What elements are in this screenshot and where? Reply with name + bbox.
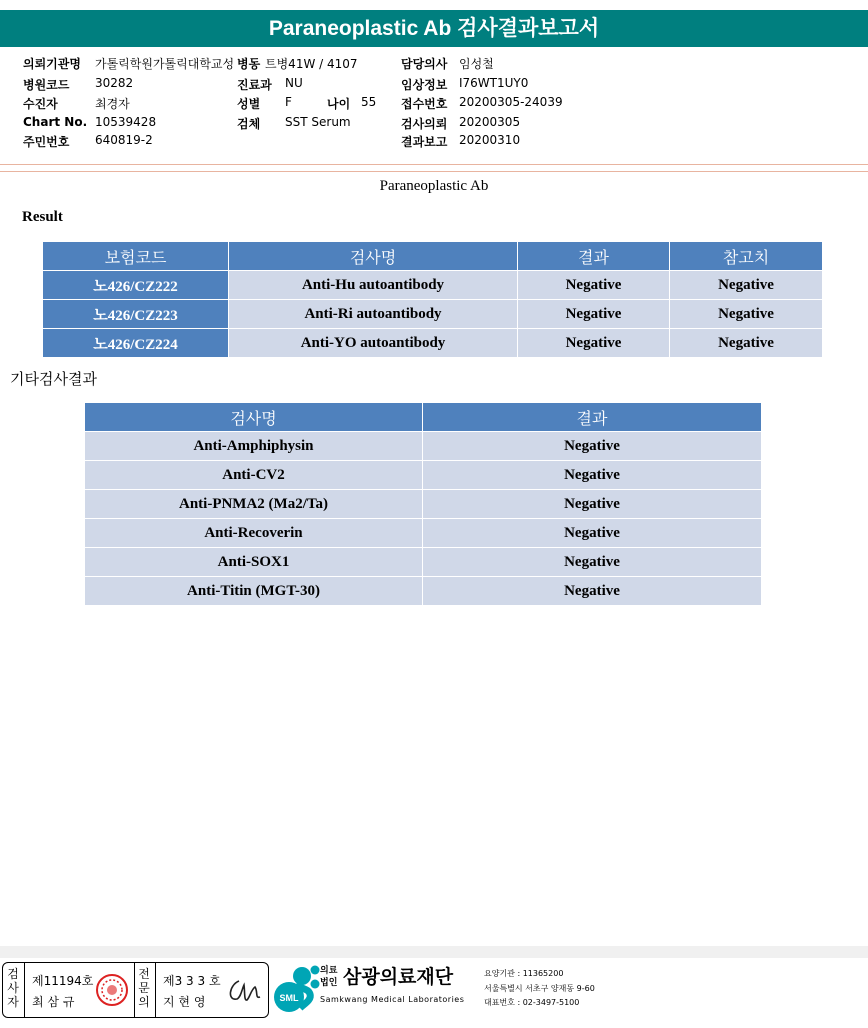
column-header: 검사명 — [229, 242, 518, 271]
test-name-cell: Anti-Hu autoantibody — [229, 271, 518, 300]
tester-license: 제11194호 — [32, 974, 94, 988]
request-value: 20200305 — [459, 115, 521, 129]
result-cell: Negative — [423, 490, 762, 519]
patient-label: 수진자 — [23, 97, 58, 111]
footer-band — [0, 946, 868, 958]
result-cell: Negative — [423, 432, 762, 461]
column-header: 결과 — [423, 403, 762, 432]
divider — [0, 171, 868, 172]
insurance-code-cell: 노426/CZ222 — [43, 271, 229, 300]
specialist-vertical-label: 전 문 의 — [138, 967, 150, 1009]
table-row — [85, 490, 762, 519]
specimen-label: 검체 — [237, 117, 261, 131]
specimen-value: SST Serum — [285, 115, 351, 129]
result-cell: Negative — [518, 329, 670, 358]
divider — [155, 963, 156, 1017]
test-name-cell: Anti-SOX1 — [85, 548, 423, 577]
column-header: 결과 — [518, 242, 670, 271]
corp-label: 의료 법인 — [320, 966, 338, 988]
result-cell: Negative — [518, 300, 670, 329]
result-table — [42, 241, 823, 358]
patient-info — [0, 55, 868, 155]
insurance-code-cell: 노426/CZ224 — [43, 329, 229, 358]
test-name-cell: Anti-Amphiphysin — [85, 432, 423, 461]
dept-label: 진료과 — [237, 78, 272, 92]
result-cell: Negative — [423, 548, 762, 577]
signature-box — [2, 962, 269, 1018]
ward-label: 병동 — [237, 57, 261, 71]
institution-number: 요양기관 : 11365200 — [484, 969, 564, 978]
table-row — [43, 271, 823, 300]
table-row — [85, 461, 762, 490]
logo-text: SML — [279, 993, 299, 1003]
patient-value: 최경자 — [95, 97, 130, 111]
result-heading: Result — [22, 209, 63, 225]
column-header: 참고치 — [670, 242, 823, 271]
sex-value: F — [285, 95, 292, 109]
signature-icon — [225, 975, 263, 1007]
dept-value: NU — [285, 76, 303, 90]
company-name-text: 삼광의료재단 — [343, 966, 454, 988]
divider — [134, 963, 135, 1017]
age-value: 55 — [361, 95, 377, 109]
receipt-value: 20200305-24039 — [459, 95, 563, 109]
section-title: Paraneoplastic Ab — [379, 178, 489, 194]
test-name-cell: Anti-YO autoantibody — [229, 329, 518, 358]
clinical-value: I76WT1UY0 — [459, 76, 529, 90]
table-row — [43, 300, 823, 329]
table-row — [85, 519, 762, 548]
institution-value: 가톨릭학원가톨릭대학교성 — [95, 57, 235, 71]
idnum-label: 주민번호 — [23, 135, 70, 149]
doctor-label: 담당의사 — [401, 57, 448, 71]
institution-label: 의뢰기관명 — [23, 57, 81, 71]
chart-value: 10539428 — [95, 115, 157, 129]
table-row — [85, 432, 762, 461]
seal-stamp-icon — [95, 973, 129, 1007]
report-title: Paraneoplastic Ab 검사결과보고서 — [0, 10, 868, 47]
divider — [24, 963, 25, 1017]
company-english-name: Samkwang Medical Laboratories — [320, 995, 465, 1004]
result-cell: Negative — [423, 577, 762, 606]
age-label: 나이 — [327, 97, 351, 111]
report-value: 20200310 — [459, 133, 521, 147]
specialist-name: 지 현 영 — [163, 995, 206, 1009]
table-row — [85, 548, 762, 577]
column-header: 보험코드 — [43, 242, 229, 271]
reference-cell: Negative — [670, 271, 823, 300]
other-results-table — [84, 402, 762, 606]
test-name-cell: Anti-Titin (MGT-30) — [85, 577, 423, 606]
idnum-value: 640819-2 — [95, 133, 153, 147]
report-label: 결과보고 — [401, 135, 448, 149]
test-name-cell: Anti-CV2 — [85, 461, 423, 490]
test-name-cell: Anti-Ri autoantibody — [229, 300, 518, 329]
insurance-code-cell: 노426/CZ223 — [43, 300, 229, 329]
company-address: 서울특별시 서초구 양재동 9-60 — [484, 984, 595, 993]
table-row — [85, 577, 762, 606]
tester-name: 최 삼 규 — [32, 995, 75, 1009]
result-cell: Negative — [423, 461, 762, 490]
ward-value: 트병41W / 4107 — [265, 57, 358, 71]
specialist-license: 제3 3 3 호 — [163, 974, 221, 988]
receipt-label: 접수번호 — [401, 97, 448, 111]
request-label: 검사의뢰 — [401, 117, 448, 131]
reference-cell: Negative — [670, 300, 823, 329]
hospital-code-label: 병원코드 — [23, 78, 70, 92]
tester-vertical-label: 검 사 자 — [7, 967, 19, 1009]
result-cell: Negative — [518, 271, 670, 300]
table-row — [43, 329, 823, 358]
clinical-label: 임상정보 — [401, 78, 448, 92]
column-header: 검사명 — [85, 403, 423, 432]
hospital-code-value: 30282 — [95, 76, 134, 90]
divider — [0, 164, 868, 165]
test-name-cell: Anti-Recoverin — [85, 519, 423, 548]
other-results-heading: 기타검사결과 — [10, 370, 97, 388]
test-name-cell: Anti-PNMA2 (Ma2/Ta) — [85, 490, 423, 519]
sex-label: 성별 — [237, 97, 261, 111]
reference-cell: Negative — [670, 329, 823, 358]
chart-label: Chart No. — [23, 115, 88, 129]
company-phone: 대표번호 : 02-3497-5100 — [484, 998, 580, 1007]
doctor-value: 임성철 — [459, 57, 494, 71]
result-cell: Negative — [423, 519, 762, 548]
